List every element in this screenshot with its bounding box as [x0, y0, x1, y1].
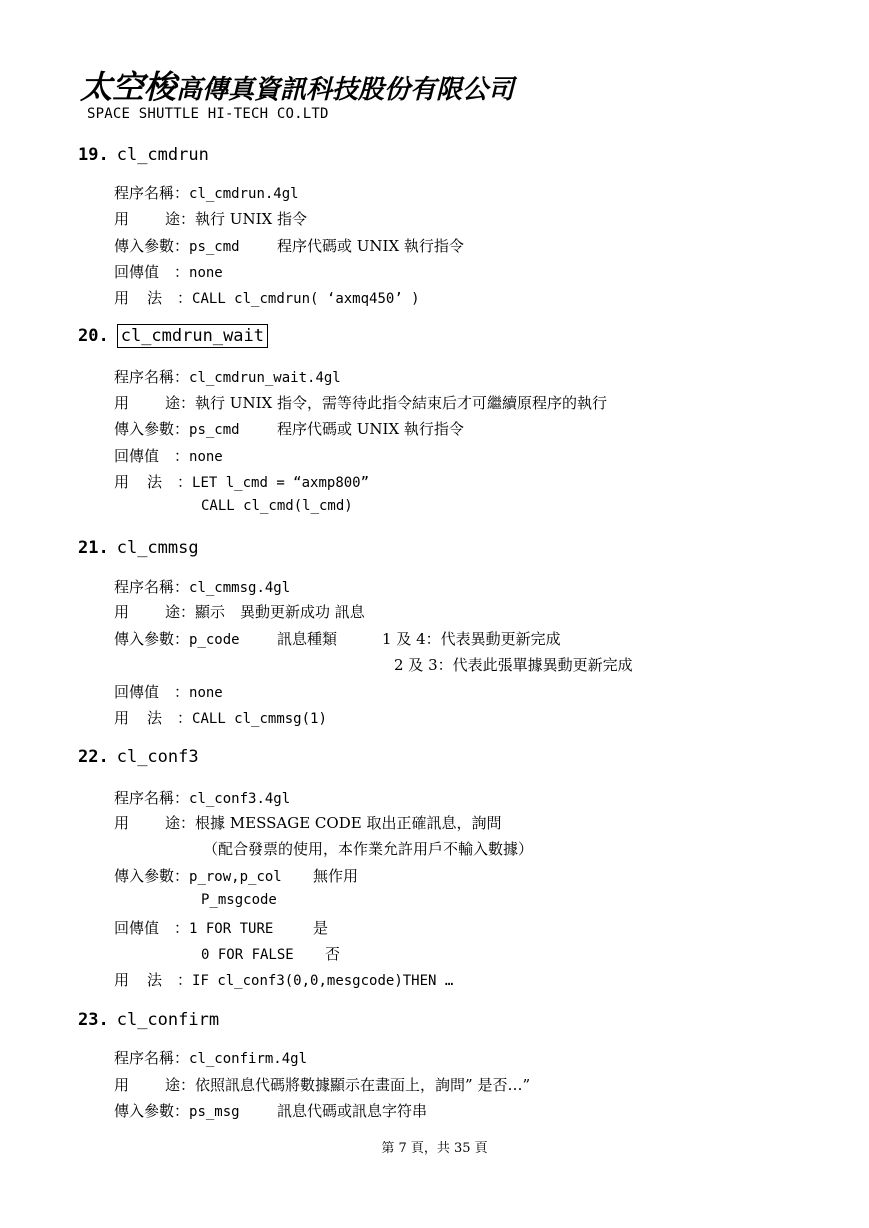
params-label: 傳入參數：	[114, 630, 190, 648]
program-label: 程序名稱：	[114, 578, 190, 596]
purpose-label-a: 用	[114, 210, 130, 228]
params-label: 傳入參數：	[114, 420, 190, 438]
section-number: 23.	[78, 1010, 109, 1030]
purpose-label-a: 用	[114, 1076, 130, 1094]
section-number: 22.	[78, 747, 109, 767]
purpose-label-b: 途：	[165, 814, 196, 832]
params-label: 傳入參數：	[114, 237, 190, 255]
return-value: none	[189, 685, 223, 701]
purpose-row	[114, 601, 365, 622]
params-row	[114, 418, 464, 439]
usage-label-a: 用	[114, 473, 130, 491]
program-value: cl_conf3.4gl	[189, 791, 291, 807]
section-title: cl_confirm	[116, 1010, 220, 1030]
section-title: cl_cmmsg	[116, 538, 199, 558]
return-row-2	[201, 943, 340, 964]
param-name: ps_cmd	[189, 239, 240, 255]
section-number: 19.	[78, 145, 109, 165]
params-label: 傳入參數：	[114, 1102, 190, 1120]
purpose-label-b: 途：	[165, 210, 196, 228]
purpose-label-a: 用	[114, 603, 130, 621]
program-value: cl_cmdrun.4gl	[189, 186, 299, 202]
purpose-row	[114, 812, 501, 833]
return-meaning: 是	[313, 919, 329, 937]
return-row	[114, 681, 223, 702]
usage-row	[114, 471, 369, 492]
page-number: 第 7 頁，共 35 頁	[381, 1141, 488, 1156]
usage-value-continued: CALL cl_cmd(l_cmd)	[201, 498, 353, 514]
section-heading	[78, 326, 268, 346]
purpose-label-b: 途：	[165, 603, 196, 621]
purpose-value: 依照訊息代碼將數據顯示在畫面上，詢問” 是否…”	[195, 1076, 531, 1094]
purpose-note: （配合發票的使用，本作業允許用戶不輸入數據）	[203, 840, 534, 858]
param-desc: 訊息種類	[277, 630, 338, 648]
param-name: p_row,p_col	[189, 869, 282, 885]
param-value: 2 及 3：代表此張單據異動更新完成	[394, 656, 633, 674]
purpose-label-b: 途：	[165, 1076, 196, 1094]
params-row	[114, 235, 464, 256]
usage-value: IF cl_conf3(0,0,mesgcode)THEN …	[192, 973, 454, 989]
usage-row	[114, 969, 453, 990]
program-row	[114, 366, 341, 387]
purpose-label-b: 途：	[165, 394, 196, 412]
section-title: cl_conf3	[116, 747, 199, 767]
company-english-name: SPACE SHUTTLE HI-TECH CO.LTD	[87, 106, 329, 122]
return-label: 回傳值 ：	[114, 263, 190, 281]
purpose-value: 根據 MESSAGE CODE 取出正確訊息，詢問	[195, 814, 502, 832]
return-value: none	[189, 265, 223, 281]
usage-value: CALL cl_cmmsg(1)	[192, 711, 327, 727]
param-name: ps_msg	[189, 1104, 240, 1120]
usage-label-a: 用	[114, 971, 130, 989]
program-label: 程序名稱：	[114, 1049, 190, 1067]
params-row	[114, 1100, 427, 1121]
usage-label-b: 法 ：	[147, 709, 193, 727]
program-row	[114, 182, 299, 203]
param-desc: 程序代碼或 UNIX 執行指令	[277, 420, 464, 438]
return-code: 1 FOR TURE	[189, 921, 274, 937]
section-number: 21.	[78, 538, 109, 558]
param-value: 1 及 4：代表異動更新完成	[382, 630, 561, 648]
section-heading	[78, 145, 209, 165]
return-row	[114, 261, 223, 282]
param-name: p_code	[189, 632, 240, 648]
param-desc: 程序代碼或 UNIX 執行指令	[277, 237, 464, 255]
program-row	[114, 1047, 307, 1068]
section-heading	[78, 538, 199, 558]
section-heading	[78, 1010, 219, 1030]
purpose-row	[114, 208, 307, 229]
brand-name-rest: 高傳真資訊科技股份有限公司	[176, 75, 515, 105]
return-label: 回傳值 ：	[114, 919, 190, 937]
usage-label-b: 法 ：	[147, 971, 193, 989]
section-title: cl_cmdrun_wait	[117, 324, 268, 348]
program-value: cl_cmmsg.4gl	[189, 580, 291, 596]
params-row	[114, 865, 358, 886]
program-value: cl_cmdrun_wait.4gl	[189, 370, 341, 386]
param-name-2: P_msgcode	[201, 892, 277, 908]
param-name: ps_cmd	[189, 422, 240, 438]
usage-value: CALL cl_cmdrun( ‘axmq450’ )	[192, 291, 420, 307]
purpose-value: 執行 UNIX 指令，需等待此指令結束后才可繼續原程序的執行	[195, 394, 607, 412]
company-name	[80, 62, 514, 108]
purpose-label-a: 用	[114, 394, 130, 412]
program-label: 程序名稱：	[114, 184, 190, 202]
program-label: 程序名稱：	[114, 789, 190, 807]
brand-name-big: 太空梭	[80, 68, 177, 106]
section-number: 20.	[78, 326, 109, 346]
program-label: 程序名稱：	[114, 368, 190, 386]
section-heading	[78, 747, 199, 767]
program-row	[114, 576, 290, 597]
usage-row	[114, 287, 420, 308]
purpose-value: 執行 UNIX 指令	[195, 210, 307, 228]
program-row	[114, 787, 290, 808]
purpose-label-a: 用	[114, 814, 130, 832]
return-value: none	[189, 449, 223, 465]
section-title: cl_cmdrun	[116, 145, 209, 165]
program-value: cl_confirm.4gl	[189, 1051, 308, 1067]
usage-value: LET l_cmd = “axmp800”	[192, 475, 370, 491]
return-row	[114, 917, 328, 938]
params-row	[114, 628, 561, 649]
param-desc: 訊息代碼或訊息字符串	[277, 1102, 428, 1120]
return-label: 回傳值 ：	[114, 683, 190, 701]
purpose-value: 顯示 異動更新成功 訊息	[195, 603, 365, 621]
purpose-row	[114, 1074, 530, 1095]
params-label: 傳入參數：	[114, 867, 190, 885]
return-code: 0 FOR FALSE	[201, 947, 294, 963]
purpose-row	[114, 392, 607, 413]
usage-label-a: 用	[114, 289, 130, 307]
return-meaning: 否	[325, 945, 341, 963]
usage-row	[114, 707, 327, 728]
return-label: 回傳值 ：	[114, 447, 190, 465]
usage-label-a: 用	[114, 709, 130, 727]
param-desc: 無作用	[313, 867, 359, 885]
usage-label-b: 法 ：	[147, 289, 193, 307]
return-row	[114, 445, 223, 466]
usage-label-b: 法 ：	[147, 473, 193, 491]
